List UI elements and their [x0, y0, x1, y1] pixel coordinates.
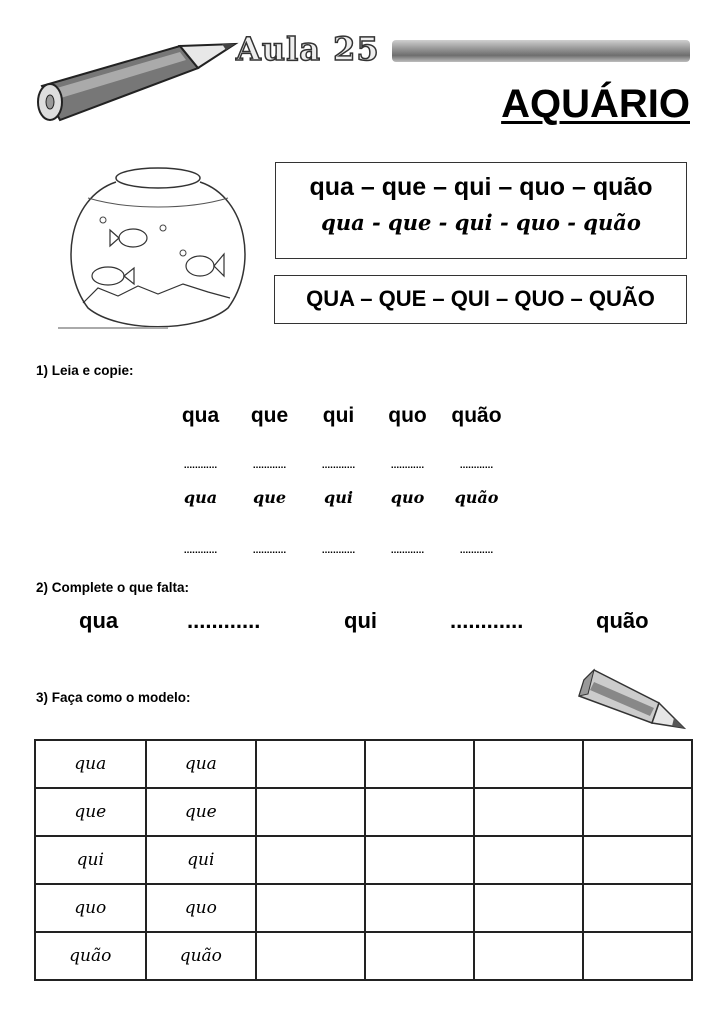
answer-cell[interactable] [474, 740, 583, 788]
lesson-label: Aula 25 [236, 30, 380, 68]
model-cell: quão [146, 932, 257, 980]
print-word: qua [181, 404, 220, 427]
complete-blank[interactable]: ............ [187, 608, 261, 633]
cursive-word: qua [183, 488, 218, 507]
answer-cell[interactable] [256, 932, 365, 980]
answer-cell[interactable] [365, 884, 474, 932]
syllable-box-upper: QUA – QUE – QUI – QUO – QUÃO [274, 275, 687, 324]
answer-cell[interactable] [365, 932, 474, 980]
blank-line[interactable]: ............ [390, 545, 425, 556]
answer-cell[interactable] [583, 788, 692, 836]
answer-cell[interactable] [474, 884, 583, 932]
blank-line[interactable]: ............ [183, 460, 218, 471]
answer-cell[interactable] [256, 788, 365, 836]
pencil-icon [574, 668, 689, 733]
syllable-box-lower [275, 162, 687, 259]
exercise3-label: 3) Faça como o modelo: [36, 690, 191, 705]
blank-line[interactable]: ............ [252, 460, 287, 471]
syllables-cursive-lower: qua ‑ que ‑ qui ‑ quo ‑ quão [321, 210, 641, 235]
answer-cell[interactable] [474, 932, 583, 980]
print-word: quão [451, 404, 502, 427]
answer-cell[interactable] [256, 836, 365, 884]
cursive-word: qui [324, 488, 353, 507]
exercise1-blank-row-2 [166, 545, 511, 556]
model-cell: quo [146, 884, 257, 932]
complete-blank[interactable]: ............ [450, 608, 524, 633]
model-cell: quão [35, 932, 146, 980]
page-title: AQUÁRIO [501, 82, 690, 126]
header-bar [392, 40, 690, 62]
print-word: qui [322, 404, 355, 427]
blank-line[interactable]: ............ [321, 545, 356, 556]
blank-line[interactable]: ............ [459, 460, 494, 471]
answer-cell[interactable] [583, 740, 692, 788]
table-row [35, 740, 692, 788]
cursive-word: quão [454, 488, 499, 507]
model-table [34, 739, 693, 981]
answer-cell[interactable] [365, 788, 474, 836]
table-row [35, 788, 692, 836]
model-cell: qua [35, 740, 146, 788]
cursive-word: quo [390, 488, 425, 507]
complete-item: qua [79, 608, 119, 633]
exercise1-print-row [166, 404, 511, 428]
table-row [35, 836, 692, 884]
complete-item: qui [344, 608, 377, 633]
table-row [35, 932, 692, 980]
print-word: que [250, 404, 289, 427]
blank-line[interactable]: ............ [321, 460, 356, 471]
blank-line[interactable]: ............ [390, 460, 425, 471]
print-word: quo [388, 404, 427, 427]
answer-cell[interactable] [365, 836, 474, 884]
exercise1-label: 1) Leia e copie: [36, 363, 134, 378]
answer-cell[interactable] [583, 884, 692, 932]
model-cell: que [35, 788, 146, 836]
answer-cell[interactable] [474, 788, 583, 836]
cursive-word: que [253, 488, 286, 507]
syllables-print-lower: qua – que – qui – quo – quão [309, 173, 653, 201]
model-cell: qua [146, 740, 257, 788]
pencil-icon [30, 38, 240, 123]
model-cell: que [146, 788, 257, 836]
exercise1-cursive-row [166, 488, 511, 507]
blank-line[interactable]: ............ [183, 545, 218, 556]
complete-item: quão [596, 608, 649, 633]
table-row [35, 884, 692, 932]
fish-icon [92, 229, 224, 285]
blank-line[interactable]: ............ [459, 545, 494, 556]
answer-cell[interactable] [583, 932, 692, 980]
blank-line[interactable]: ............ [252, 545, 287, 556]
model-cell: qui [35, 836, 146, 884]
answer-cell[interactable] [474, 836, 583, 884]
answer-cell[interactable] [256, 884, 365, 932]
model-cell: qui [146, 836, 257, 884]
answer-cell[interactable] [256, 740, 365, 788]
exercise2-label: 2) Complete o que falta: [36, 580, 190, 595]
exercise1-blank-row-1 [166, 460, 511, 471]
fishbowl-illustration [58, 158, 258, 330]
answer-cell[interactable] [583, 836, 692, 884]
answer-cell[interactable] [365, 740, 474, 788]
model-cell: quo [35, 884, 146, 932]
